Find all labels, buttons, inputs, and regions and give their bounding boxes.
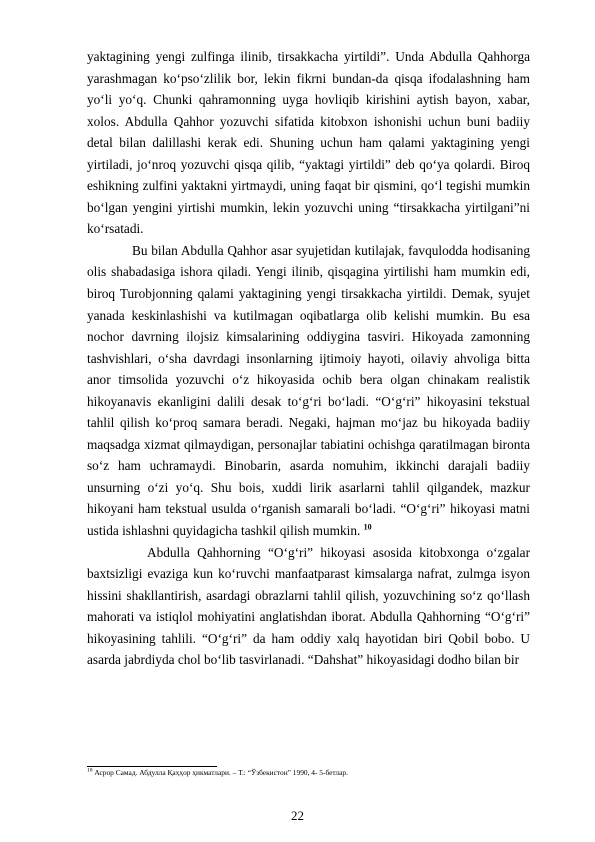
body-text [87,46,530,671]
footnote-number: 10 [87,767,93,774]
page-number: 22 [291,808,304,823]
footnote-text: Асрор Самад. Абдулла Қаҳҳор ҳикматлари. – Т.: “Ўзбекистон” 1990, 4- 5-бетлар. [94,768,348,777]
footnote [87,768,530,778]
footnote-separator [87,766,217,767]
footnote-reference: 10 [363,522,372,532]
paragraph-2 [87,240,530,542]
paragraph-2-text: Bu bilan Abdulla Qahhor asar syujetidan kutilajak, favqulodda hodisaning olis shabadasiga ishora qiladi. Yengi ilinib, qisqagina yirtilishi ham mumkin edi, biroq Turobjonning qalami yaktagining yengi tirsakkacha yirtildi. Demak, syujet yanada keskinlashishi va kutilmagan oqibatlarga olib kelishi mumkin. Bu esa nochor davrning ilojsiz kimsalarining oddiygina tasviri. Hikoyada zamonning tashvishlari, o‘sha davrdagi insonlarning ijtimoiy hayoti, oilaviy ahvoliga bitta anor timsolida yozuvchi o‘z hikoyasida ochib bera olgan chinakam realistik hikoyanavis ekanligini dalili desak to‘g‘ri bo‘ladi. “O‘g‘ri” hikoyasini tekstual tahlil qilish ko‘proq samara beradi. Negaki, hajman mo‘jaz bu hikoyada badiiy maqsadga xizmat qilmaydigan, personajlar tabiatini ochishga qaratilmagan bironta so‘z ham uchramaydi. Binobarin, asarda nomuhim, ikkinchi darajali badiiy unsurning o‘zi yo‘q. Shu bois, xuddi lirik asarlarni tahlil qilgandek, mazkur hikoyani ham tekstual usulda o‘rganish samarali bo‘ladi. “O‘g‘ri” hikoyasi matni ustida ishlashni quyidagicha tashkil qilish mumkin. [87,242,530,539]
paragraph-3: Abdulla Qahhorning “O‘g‘ri” hikoyasi asosida kitobxonga o‘zgalar baxtsizligi evaziga kun ko‘ruvchi manfaatparast kimsalarga nafrat, zulmga isyon hissini shakllantirish, asardagi obrazlarni tahlil qilish, yozuvchining so‘z qo‘llash mahorati va istiqlol mohiyatini anglatishdan iborat. Abdulla Qahhorning “O‘g‘ri” hikoyasining tahlili. “O‘g‘ri” da ham oddiy xalq hayotidan biri Qobil bobo. U asarda jabrdiyda chol bo‘lib tasvirlanadi. “Dahshat” hikoyasidagi dodho bilan bir [87,544,530,668]
paragraph-1: yaktagining yengi zulfinga ilinib, tirsakkacha yirtildi”. Unda Abdulla Qahhorga yarashmagan ko‘pso‘zlilik bor, lekin fikrni bundan-da qisqa ifodalashning ham yo‘li yo‘q. Chunki qahramonning uyga hovliqib kirishini aytish bayon, xabar, xolos. Abdulla Qahhor yozuvchi sifatida kitobxon ishonishi uchun buni badiiy detal bilan dalillashi kerak edi. Shuning uchun ham qalami yaktagining yengi yirtiladi, jo‘nroq yozuvchi qisqa qilib, “yaktagi yirtildi” deb qo‘ya qolardi. Biroq eshikning zulfini yaktakni yirtmaydi, uning faqat bir qismini, qo‘l tegishi mumkin bo‘lgan yengini yirtishi mumkin, lekin yozuvchi uning “tirsakkacha yirtilgani”ni ko‘rsatadi. [87,49,530,237]
